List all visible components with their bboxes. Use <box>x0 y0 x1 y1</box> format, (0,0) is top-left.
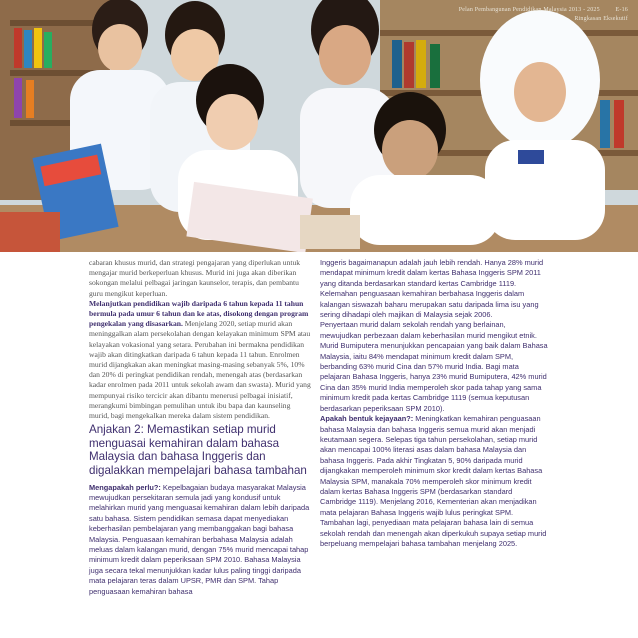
left-column <box>89 258 311 597</box>
right-paragraph-3-body: Meningkatkan kemahiran penguasaan bahasa Malaysia dan bahasa Inggeris semua murid akan menjadi keutamaan segera. Selepas tiga tahun persekolahan, setiap murid akan mencapai 100% literasi asas dalam bahasa Malaysia dan bahasa Inggeris. Pada akhir Tingkatan 5, 90% daripada murid dijangkakan memperoleh minimum skor kredit dalam kertas Bahasa Malaysia SPM, manakala 70% memperoleh skor minimum kredit dalam kertas Bahasa Inggeris SPM (berdasarkan standard Cambridge 1119). Menjelang 2016, Kementerian akan menjadikan mata pelajaran Bahasa Inggeris wajib lulus peringkat SPM. Tambahan lagi, penyediaan mata pelajaran bahasa lain di semua sekolah rendah dan menengah akan diperkukuh supaya setiap murid berpeluang mempelajari bahasa tambahan menjelang 2025. <box>320 414 547 548</box>
right-column <box>320 258 548 549</box>
report-subtitle: Ringkasan Eksekutif <box>574 16 628 22</box>
left-paragraph-3-body: Kepelbagaian budaya masyarakat Malaysia mewujudkan persekitaran semula jadi yang kondusif untuk melahirkan murid yang menguasai kemahiran dalam lebih daripada satu bahasa. Sistem pendidikan semasa dapat menyediakan keberhasilan pembelajaran yang membanggakan bagi bahasa Malaysia. Penguasaan kemahiran berbahasa Malaysia adalah meluas dalam kalangan murid, dengan 75% murid mencapai tahap minimum kredit dalam peperiksaan SPM 2010. Bahasa Malaysia juga secara tekal menunjukkan kadar lulus paling tinggi daripada mata pelajaran teras dalam UPSR, PMR dan SPM. Tahap penguasaan kemahiran bahasa <box>89 482 310 596</box>
section-heading-anjakan-2: Anjakan 2: Memastikan setiap murid menguasai kemahiran dalam bahasa Malaysia dan bahasa Inggeris dan digalakkan mempelajari bahasa tambahan <box>89 423 307 478</box>
classroom-students-reading-icon <box>0 0 638 252</box>
left-paragraph-3-lead: Mengapakah perlu?: <box>89 482 161 492</box>
left-paragraph-3 <box>89 483 311 597</box>
page-number: E-16 <box>615 7 628 13</box>
left-paragraph-2 <box>89 299 311 421</box>
right-paragraph-3-lead: Apakah bentuk kejayaan?: <box>320 414 414 424</box>
right-paragraph-2: Penyertaan murid dalam sekolah rendah yang berlainan, mewujudkan perbezaan dalam keberhasilan murid mengikut etnik. Murid Bumiputera menunjukkan pencapaian yang baik dalam Bahasa Malaysia, iaitu 84% mendapat minimum kredit dalam SPM, berbanding 63% murid Cina dan 57% murid India. Bagi mata pelajaran Bahasa Inggeris, hanya 23% murid Bumiputera, 42% murid Cina dan 35% murid India memperoleh skor pada tahap yang sama minimum kredit pada kertas Cambridge 1119 (semua keputusan berdasarkan peperiksaan SPM 2010). <box>320 320 548 413</box>
report-title: Pelan Pembangunan Pendidikan Malaysia 2013 - 2025 <box>458 7 600 13</box>
right-paragraph-3 <box>320 414 548 549</box>
left-paragraph-1: cabaran khusus murid, dan strategi pengajaran yang diperlukan untuk mengajar murid berkeperluan khusus. Murid ini juga akan diberikan sokongan melalui pelbagai jaringan kaunselor, terapis, dan pembantu guru mengikut keperluan. <box>89 258 301 298</box>
header-text <box>459 6 628 24</box>
left-paragraph-2-body: Menjelang 2020, setiap murid akan meninggalkan alam persekolahan dengan kelayakan minimum SPM atau kelayakan vokasional yang setara. Perubahan ini bermakna pendidikan wajib akan ditingkatkan daripada 6 tahun kepada 11 tahun. Enrolmen murid dijangkakan akan meningkat masing-masing sebanyak 5%, 10% dan 20% di peringkat pendidikan rendah, menengah atas (berdasarkan kadar enrolmen pada 2011 untuk sekolah awam dan swasta). Murid yang mempunyai risiko tercicir akan dibantu menerusi pelbagai inisiatif, merangkumi bimbingan pemulihan untuk ibu bapa dan kaunseling murid, bagi mengekalkan mereka dalam sistem pendidikan. <box>89 319 311 421</box>
right-paragraph-1: Inggeris bagaimanapun adalah jauh lebih rendah. Hanya 28% murid mendapat minimum kredit dalam kertas Bahasa Inggeris SPM 2011 yang ditanda berdasarkan standard kertas Cambridge 1119. Kelemahan penguasaan kemahiran berbahasa Inggeris dalam kalangan siswazah baharu merupakan satu daripada lima isu yang sering dihadapi oleh majikan di Malaysia sejak 2006. <box>320 258 544 320</box>
classroom-photo <box>0 0 638 252</box>
left-paragraph-2-lead: Melanjutkan pendidikan wajib daripada 6 tahun kepada 11 tahun bermula pada umur 6 tahun dan ke atas, disokong dengan program pengekalan yang disasarkan. <box>89 298 309 329</box>
